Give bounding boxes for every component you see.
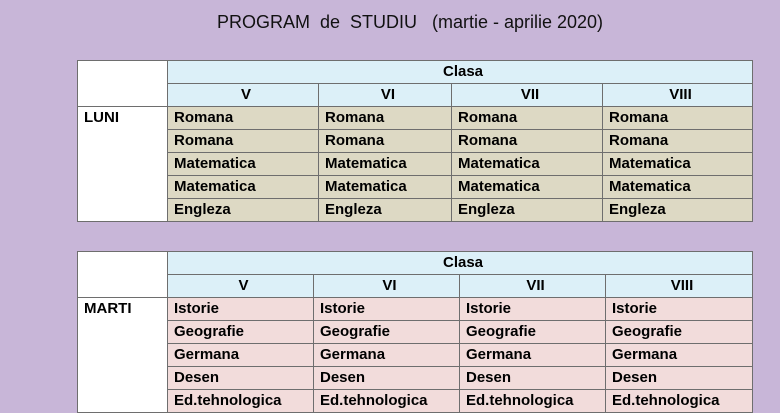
subject-cell: Germana	[314, 344, 460, 367]
group-header-row	[78, 252, 753, 275]
subject-cell: Desen	[460, 367, 606, 390]
subject-cell: Engleza	[168, 199, 319, 222]
group-label: Clasa	[168, 252, 753, 275]
subject-cell: Engleza	[452, 199, 603, 222]
subject-cell: Ed.tehnologica	[168, 390, 314, 413]
table-row	[78, 321, 753, 344]
class-header: VII	[452, 84, 603, 107]
table-row	[78, 176, 753, 199]
table-row	[78, 107, 753, 130]
subject-cell: Matematica	[452, 176, 603, 199]
subject-cell: Ed.tehnologica	[314, 390, 460, 413]
subject-cell: Romana	[603, 107, 753, 130]
class-header-row	[78, 275, 753, 298]
subject-cell: Istorie	[606, 298, 753, 321]
subject-cell: Istorie	[314, 298, 460, 321]
subject-cell: Desen	[314, 367, 460, 390]
page-title: PROGRAM de STUDIU (martie - aprilie 2020)	[216, 12, 604, 32]
table-row	[78, 199, 753, 222]
class-header: VII	[460, 275, 606, 298]
schedule-table-luni	[77, 60, 753, 222]
subject-cell: Germana	[460, 344, 606, 367]
subject-cell: Desen	[606, 367, 753, 390]
subject-cell: Romana	[319, 107, 452, 130]
table-row	[78, 153, 753, 176]
subject-cell: Matematica	[603, 153, 753, 176]
subject-cell: Matematica	[452, 153, 603, 176]
subject-cell: Germana	[606, 344, 753, 367]
schedule-table-marti	[77, 251, 753, 413]
subject-cell: Matematica	[319, 176, 452, 199]
class-header: VI	[314, 275, 460, 298]
group-label: Clasa	[168, 61, 753, 84]
subject-cell: Romana	[452, 107, 603, 130]
class-header: VI	[319, 84, 452, 107]
corner-cell	[78, 252, 168, 298]
day-label: LUNI	[78, 107, 168, 222]
subject-cell: Matematica	[603, 176, 753, 199]
subject-cell: Romana	[452, 130, 603, 153]
subject-cell: Engleza	[319, 199, 452, 222]
subject-cell: Matematica	[168, 153, 319, 176]
class-header: VIII	[603, 84, 753, 107]
subject-cell: Geografie	[168, 321, 314, 344]
subject-cell: Geografie	[314, 321, 460, 344]
subject-cell: Romana	[603, 130, 753, 153]
subject-cell: Romana	[319, 130, 452, 153]
day-label: MARTI	[78, 298, 168, 413]
subject-cell: Matematica	[319, 153, 452, 176]
subject-cell: Germana	[168, 344, 314, 367]
corner-cell	[78, 61, 168, 107]
subject-cell: Desen	[168, 367, 314, 390]
subject-cell: Engleza	[603, 199, 753, 222]
table-row	[78, 130, 753, 153]
class-header-row	[78, 84, 753, 107]
subject-cell: Geografie	[606, 321, 753, 344]
subject-cell: Ed.tehnologica	[606, 390, 753, 413]
table-row	[78, 298, 753, 321]
class-header: VIII	[606, 275, 753, 298]
table-row	[78, 390, 753, 413]
class-header: V	[168, 275, 314, 298]
subject-cell: Romana	[168, 130, 319, 153]
subject-cell: Matematica	[168, 176, 319, 199]
table-row	[78, 367, 753, 390]
subject-cell: Istorie	[168, 298, 314, 321]
table-row	[78, 344, 753, 367]
class-header: V	[168, 84, 319, 107]
group-header-row	[78, 61, 753, 84]
subject-cell: Istorie	[460, 298, 606, 321]
subject-cell: Romana	[168, 107, 319, 130]
subject-cell: Ed.tehnologica	[460, 390, 606, 413]
subject-cell: Geografie	[460, 321, 606, 344]
